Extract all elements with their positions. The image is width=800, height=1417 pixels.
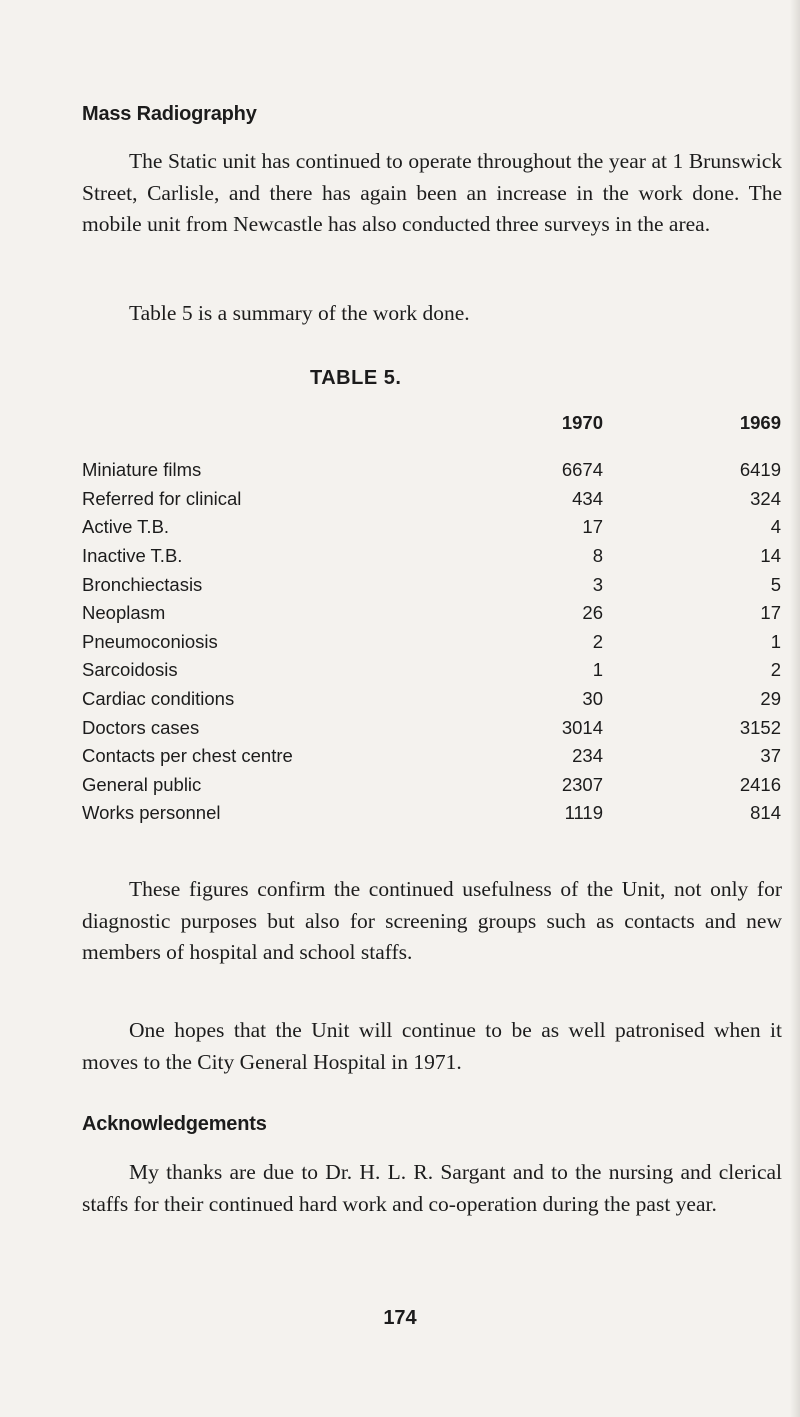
table-row [82, 456, 781, 485]
value-1970: 3 [592, 573, 603, 595]
value-1970: 8 [592, 545, 603, 567]
row-label: Cardiac conditions [82, 688, 235, 710]
table-row [82, 685, 781, 714]
value-1969: 324 [750, 487, 781, 509]
row-label: Bronchiectasis [82, 573, 203, 595]
table-header-row [82, 412, 781, 456]
row-label: Works personnel [82, 802, 221, 824]
value-1969: 5 [770, 573, 781, 595]
value-1969: 2416 [739, 773, 781, 795]
figures-paragraph: These figures confirm the continued usefulness of the Unit, not only for diagnostic purposes but also for screening groups such as contacts and new members of hospital and school staffs. [82, 877, 782, 964]
page-number: 174 [383, 1307, 417, 1329]
value-1970: 234 [572, 745, 603, 767]
table-row [82, 656, 781, 685]
value-1970: 434 [572, 487, 603, 509]
value-1969: 17 [760, 602, 781, 624]
table-title: TABLE 5. [310, 367, 402, 389]
summary-table [82, 412, 781, 828]
value-1970: 6674 [561, 459, 603, 481]
table-row [82, 799, 781, 828]
acknowledgements-paragraph: My thanks are due to Dr. H. L. R. Sargant and to the nursing and clerical staffs for their continued hard work and co-operation during the past year. [82, 1160, 782, 1216]
value-1970: 30 [582, 688, 603, 710]
value-1970: 2 [592, 630, 603, 652]
value-1969: 6419 [739, 459, 781, 481]
header-1970: 1970 [561, 412, 603, 433]
value-1970: 1119 [564, 802, 603, 824]
value-1970: 26 [582, 602, 603, 624]
value-1969: 37 [760, 745, 781, 767]
table-row [82, 542, 781, 571]
row-label: Active T.B. [82, 516, 170, 538]
row-label: Inactive T.B. [82, 545, 183, 567]
row-label: Miniature films [82, 459, 202, 481]
table-intro-paragraph: Table 5 is a summary of the work done. [129, 301, 470, 325]
header-label-cell [82, 412, 482, 456]
table-row [82, 485, 781, 514]
row-label: General public [82, 773, 202, 795]
row-label: Sarcoidosis [82, 659, 178, 681]
table-row [82, 713, 781, 742]
value-1970: 3014 [561, 716, 603, 738]
unit-move-paragraph: One hopes that the Unit will continue to be as well patronised when it moves to the City General Hospital in 1971. [82, 1018, 782, 1074]
section-heading-mass-radiography: Mass Radiography [82, 103, 257, 125]
section-heading-acknowledgements: Acknowledgements [82, 1113, 267, 1135]
value-1969: 14 [760, 545, 781, 567]
table-row [82, 628, 781, 657]
value-1970: 2307 [561, 773, 603, 795]
table-row [82, 599, 781, 628]
value-1969: 1 [770, 630, 781, 652]
value-1970: 1 [592, 659, 603, 681]
table-body [82, 456, 781, 828]
value-1969: 4 [770, 516, 781, 538]
table-row [82, 513, 781, 542]
row-label: Referred for clinical [82, 487, 242, 509]
intro-paragraph: The Static unit has continued to operate throughout the year at 1 Brunswick Street, Carlisle, and there has again been an increase in the work done. The mobile unit from Newcastle has also conducted three surveys in the area. [82, 149, 782, 236]
value-1969: 3152 [739, 716, 781, 738]
value-1969: 29 [760, 688, 781, 710]
header-1969: 1969 [739, 412, 781, 433]
row-label: Neoplasm [82, 602, 166, 624]
table-row [82, 742, 781, 771]
page-edge-shadow [790, 0, 800, 1417]
row-label: Doctors cases [82, 716, 200, 738]
table-row [82, 771, 781, 800]
value-1970: 17 [582, 516, 603, 538]
row-label: Contacts per chest centre [82, 745, 293, 767]
table-row [82, 570, 781, 599]
value-1969: 2 [770, 659, 781, 681]
row-label: Pneumoconiosis [82, 630, 218, 652]
value-1969: 814 [750, 802, 781, 824]
